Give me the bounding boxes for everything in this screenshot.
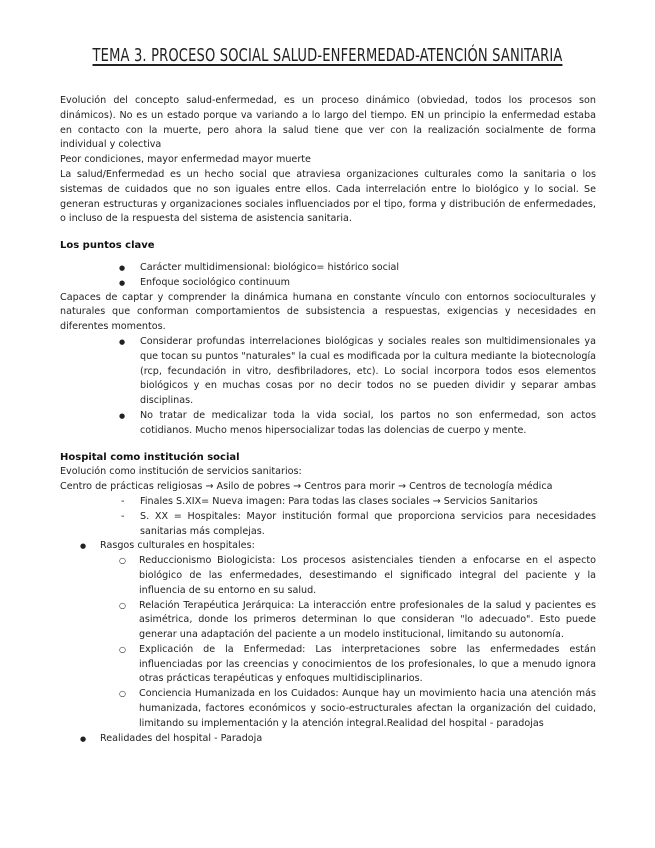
hospital-dash-list: [140, 495, 596, 539]
list-item: ● Considerar profundas interrelaciones biológicas y sociales reales son multidimensionales ya que tocan su puntos "naturales" la cual es modificada por la cultura mediante la biotecnología (rcp, fecundación in vitro, desfibriladores, etc). Lo social incorpora todos esos elementos biológicos y en muchas cosas por no decir todos no se pueden dividir y separar ambas disciplinas.: [140, 335, 596, 409]
hospital-line-2: Centro de prácticas religiosas → Asilo de pobres → Centros para morir → Centros de tecnología médica: [60, 481, 553, 493]
key-points-list: [140, 261, 596, 291]
list-item: ○ Conciencia Humanizada en los Cuidados: Aunque hay un movimiento hacia una atención más humanizada, factores económicos y socio-estructurales afectan la organización del cuidado, limitando su implementación y la atención integral.Realidad del hospital - paradojas: [139, 687, 596, 731]
key-points-list-2: [140, 335, 596, 439]
list-item: ● Carácter multidimensional: biológico= histórico social: [140, 261, 596, 276]
list-item-rasgos: [100, 539, 596, 731]
rasgos-list: [139, 554, 596, 732]
hospital-bullet-list: [100, 539, 596, 746]
key-points-heading: Los puntos clave: [60, 240, 155, 252]
list-item: ● Enfoque sociológico continuum: [140, 276, 596, 291]
intro-paragraph-1: Evolución del concepto salud-enfermedad, es un proceso dinámico (obviedad, todos los procesos son dinámicos). No es un estado porque va variando a lo largo del tiempo. EN un principio la enfermedad estaba en contacto con la muerte, pero ahora la salud tiene que ver con la realización socialmente de forma individual y colectiva: [60, 95, 596, 151]
list-item: ○ Relación Terapéutica Jerárquica: La interacción entre profesionales de la salud y pacientes es asimétrica, donde los primeros determinan lo que consideran "lo adecuado". Esto puede generar una adaptación del paciente a un modelo institucional, limitando su autonomía.: [139, 599, 596, 643]
list-item: ○ Explicación de la Enfermedad: Las interpretaciones sobre las enfermedades están influenciadas por las creencias y conocimientos de los profesionales, lo que a menudo ignora otras prácticas terapéuticas y enfoques multidisciplinarios.: [139, 643, 596, 687]
intro-paragraph-3: La salud/Enfermedad es un hecho social que atraviesa organizaciones culturales como la sanitaria o los sistemas de cuidados que no son iguales entre ellos. Cada interrelación entre lo biológico y lo social. Se generan estructuras y organizaciones sociales influenciados por el tipo, forma y distribución de enfermedades, o incluso de la respuesta del sistema de asistencia sanitaria.: [60, 168, 596, 225]
page-title: TEMA 3. PROCESO SOCIAL SALUD-ENFERMEDAD-ATENCIÓN SANITARIA: [92, 46, 563, 66]
list-item-realidades: ● Realidades del hospital - Paradoja: [100, 732, 596, 747]
list-item: ○ Reduccionismo Biologicista: Los procesos asistenciales tienden a enfocarse en el aspecto biológico de las enfermedades, desestimando el significado integral del paciente y la influencia de su entorno en su salud.: [139, 554, 596, 598]
document-body: [60, 94, 596, 746]
list-item: ● No tratar de medicalizar toda la vida social, los partos no son enfermedad, son actos cotidianos. Mucho menos hipersocializar todas las dolencias de cuerpo y mente.: [140, 409, 596, 439]
rasgos-label: Rasgos culturales en hospitales:: [100, 540, 255, 552]
hospital-line-1: Evolución como institución de servicios sanitarios:: [60, 466, 302, 478]
list-item: - Finales S.XIX= Nueva imagen: Para todas las clases sociales → Servicios Sanitarios: [140, 495, 596, 510]
key-points-paragraph: Capaces de captar y comprender la dinámica humana en constante vínculo con entornos socioculturales y naturales que conforman comportamientos de subsistencia a respuestas, exigencias y necesidades en diferentes momentos.: [60, 291, 596, 333]
hospital-heading: Hospital como institución social: [60, 451, 240, 463]
list-item: - S. XX = Hospitales: Mayor institución formal que proporciona servicios para necesidades sanitarias más complejas.: [140, 510, 596, 540]
intro-paragraph-2: Peor condiciones, mayor enfermedad mayor muerte: [60, 154, 311, 166]
